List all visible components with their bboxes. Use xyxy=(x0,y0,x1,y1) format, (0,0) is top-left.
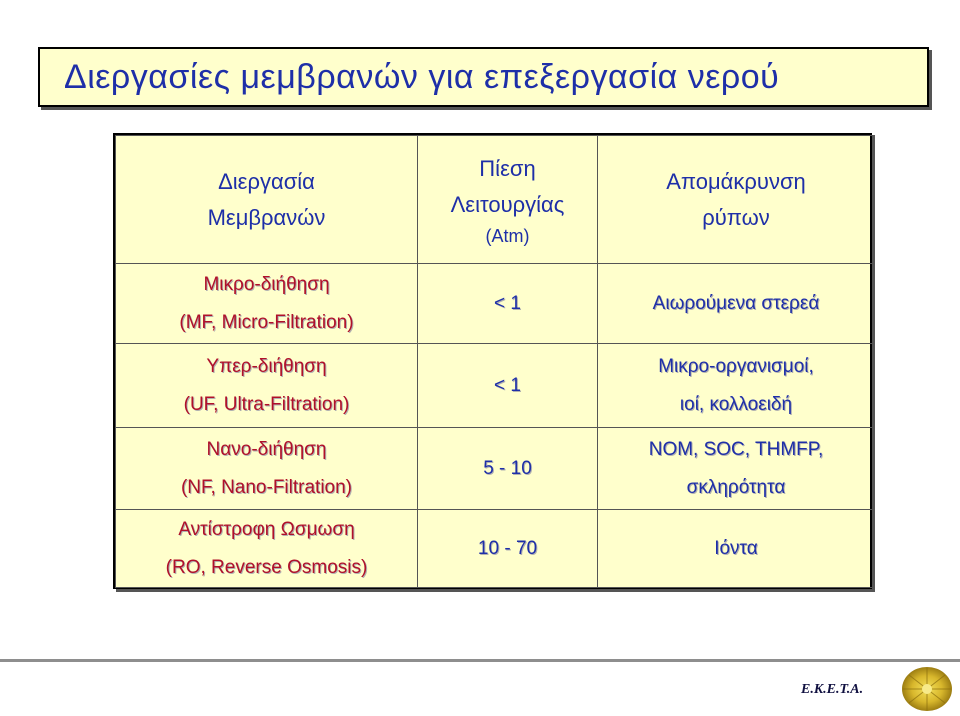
header-removal xyxy=(598,136,875,264)
removal-cell xyxy=(598,510,875,588)
removal-line: ιοί, κολλοειδή xyxy=(679,393,793,415)
header-removal-line1: Απομάκρυνση xyxy=(666,168,806,194)
process-name: Υπερ-διήθηση xyxy=(206,355,327,377)
process-name: Νανο-διήθηση xyxy=(206,438,327,460)
header-pressure xyxy=(418,136,598,264)
pressure-cell: < 1 xyxy=(418,344,598,428)
membrane-process-table xyxy=(113,133,872,589)
pressure-cell: 5 - 10 xyxy=(418,428,598,510)
header-pressure-line2: Λειτουργίας xyxy=(450,191,565,217)
process-abbr: (UF, Ultra-Filtration) xyxy=(183,393,350,415)
process-name: Αντίστροφη Ωσμωση xyxy=(178,518,355,540)
removal-line: Μικρο-οργανισμοί, xyxy=(658,355,814,377)
process-cell xyxy=(116,428,418,510)
header-pressure-line1: Πίεση xyxy=(479,155,536,181)
process-abbr: (MF, Micro-Filtration) xyxy=(179,311,354,333)
page-title: Διεργασίες μεμβρανών για επεξεργασία νερού xyxy=(64,57,780,96)
removal-cell xyxy=(598,428,875,510)
removal-line: σκληρότητα xyxy=(686,476,786,498)
table-row-uf xyxy=(116,344,875,428)
process-cell xyxy=(116,344,418,428)
header-pressure-unit: (Atm) xyxy=(485,225,530,246)
process-abbr: (RO, Reverse Osmosis) xyxy=(165,556,368,578)
header-process-line1: Διεργασία xyxy=(218,168,315,194)
removal-line: NOM, SOC, THMFP, xyxy=(648,438,824,460)
title-banner xyxy=(38,47,929,107)
pressure-cell: 10 - 70 xyxy=(418,510,598,588)
table-header-row xyxy=(116,136,875,264)
removal-cell xyxy=(598,264,875,344)
header-process-line2: Μεμβρανών xyxy=(207,204,326,230)
process-cell xyxy=(116,510,418,588)
footer-divider xyxy=(0,659,960,662)
removal-line: Αιωρούμενα στερεά xyxy=(652,292,820,314)
process-cell xyxy=(116,264,418,344)
table-row-mf xyxy=(116,264,875,344)
header-process xyxy=(116,136,418,264)
process-abbr: (NF, Nano-Filtration) xyxy=(180,476,353,498)
footer-org-name: Ε.Κ.Ε.Τ.Α. xyxy=(801,682,864,697)
removal-line: Ιόντα xyxy=(714,537,758,559)
process-name: Μικρο-διήθηση xyxy=(203,273,330,295)
process-table xyxy=(115,135,875,588)
removal-cell xyxy=(598,344,875,428)
table-row-ro xyxy=(116,510,875,588)
table-row-nf xyxy=(116,428,875,510)
sunburst-logo-icon xyxy=(893,663,957,713)
header-removal-line2: ρύπων xyxy=(702,204,770,230)
pressure-cell: < 1 xyxy=(418,264,598,344)
